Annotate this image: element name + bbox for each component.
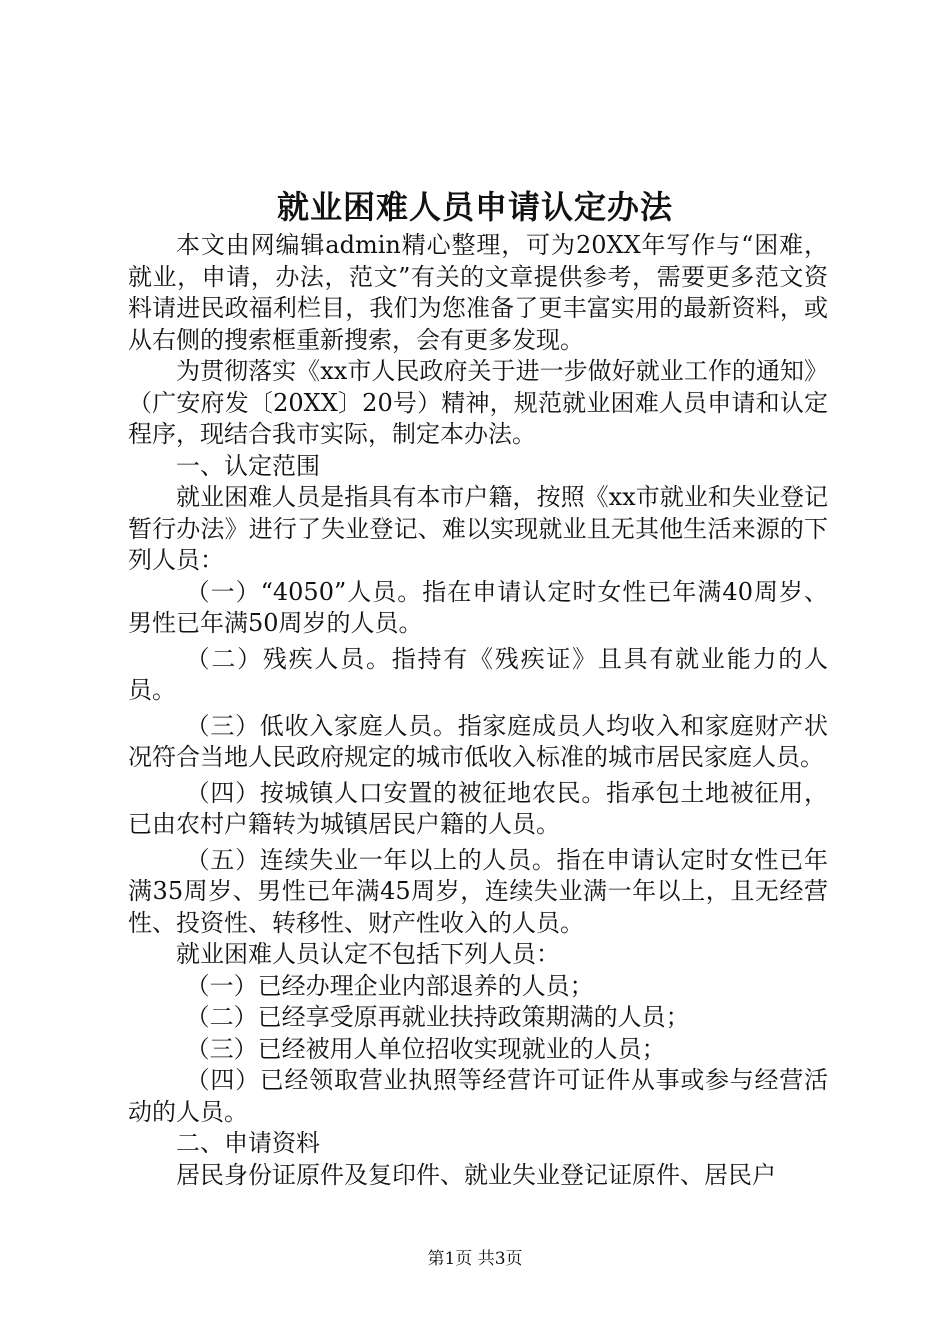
document-title: 就业困难人员申请认定办法 <box>276 188 673 226</box>
exclusion-item-4: （四）已经领取营业执照等经营许可证件从事或参与经营活动的人员。 <box>128 1066 828 1126</box>
list-item-long-unemployed: （五）连续失业一年以上的人员。指在申请认定时女性已年满35周岁、男性已年满45周岁，连续失业满一年以上，且无经营性、投资性、转移性、财产性收入的人员。 <box>128 845 828 937</box>
list-item-4050: （一）“4050”人员。指在申请认定时女性已年满40周岁、男性已年满50周岁的人员。 <box>128 577 828 637</box>
list-item-low-income: （三）低收入家庭人员。指家庭成员人均收入和家庭财产状况符合当地人民政府规定的城市低收入标准的城市居民家庭人员。 <box>128 711 828 771</box>
list-item-land-expropriated: （四）按城镇人口安置的被征地农民。指承包土地被征用，已由农村户籍转为城镇居民户籍的人员。 <box>128 778 828 838</box>
section-heading-materials: 二、申请资料 <box>176 1129 320 1157</box>
section-heading-scope: 一、认定范围 <box>176 451 320 480</box>
paragraph-intro: 本文由网编辑admin精心整理，可为20XX年写作与“困难，就业，申请，办法，范文”有关的文章提供参考，需要更多范文资料请进民政福利栏目，我们为您准备了更丰富实用的最新资料，或从右侧的搜索框重新搜索，会有更多发现。 <box>128 231 828 354</box>
document-body <box>128 230 828 1191</box>
exclusion-item-3: （三）已经被用人单位招收实现就业的人员； <box>185 1034 666 1063</box>
page-footer: 第1页 共3页 <box>427 1249 523 1269</box>
paragraph-definition: 就业困难人员是指具有本市户籍，按照《xx市就业和失业登记暂行办法》进行了失业登记、难以实现就业且无其他生活来源的下列人员： <box>128 483 828 574</box>
paragraph-purpose: 为贯彻落实《xx市人民政府关于进一步做好就业工作的通知》（广安府发〔20XX〕20号）精神，规范就业困难人员申请和认定程序，现结合我市实际，制定本办法。 <box>128 357 828 448</box>
exclusion-item-2: （二）已经享受原再就业扶持政策期满的人员； <box>185 1003 690 1031</box>
list-item-disabled: （二）残疾人员。指持有《残疾证》且具有就业能力的人员。 <box>128 644 828 704</box>
paragraph-exclusions: 就业困难人员认定不包括下列人员： <box>176 940 560 968</box>
exclusion-item-1: （一）已经办理企业内部退养的人员； <box>185 971 594 1000</box>
paragraph-materials: 居民身份证原件及复印件、就业失业登记证原件、居民户 <box>176 1160 776 1189</box>
